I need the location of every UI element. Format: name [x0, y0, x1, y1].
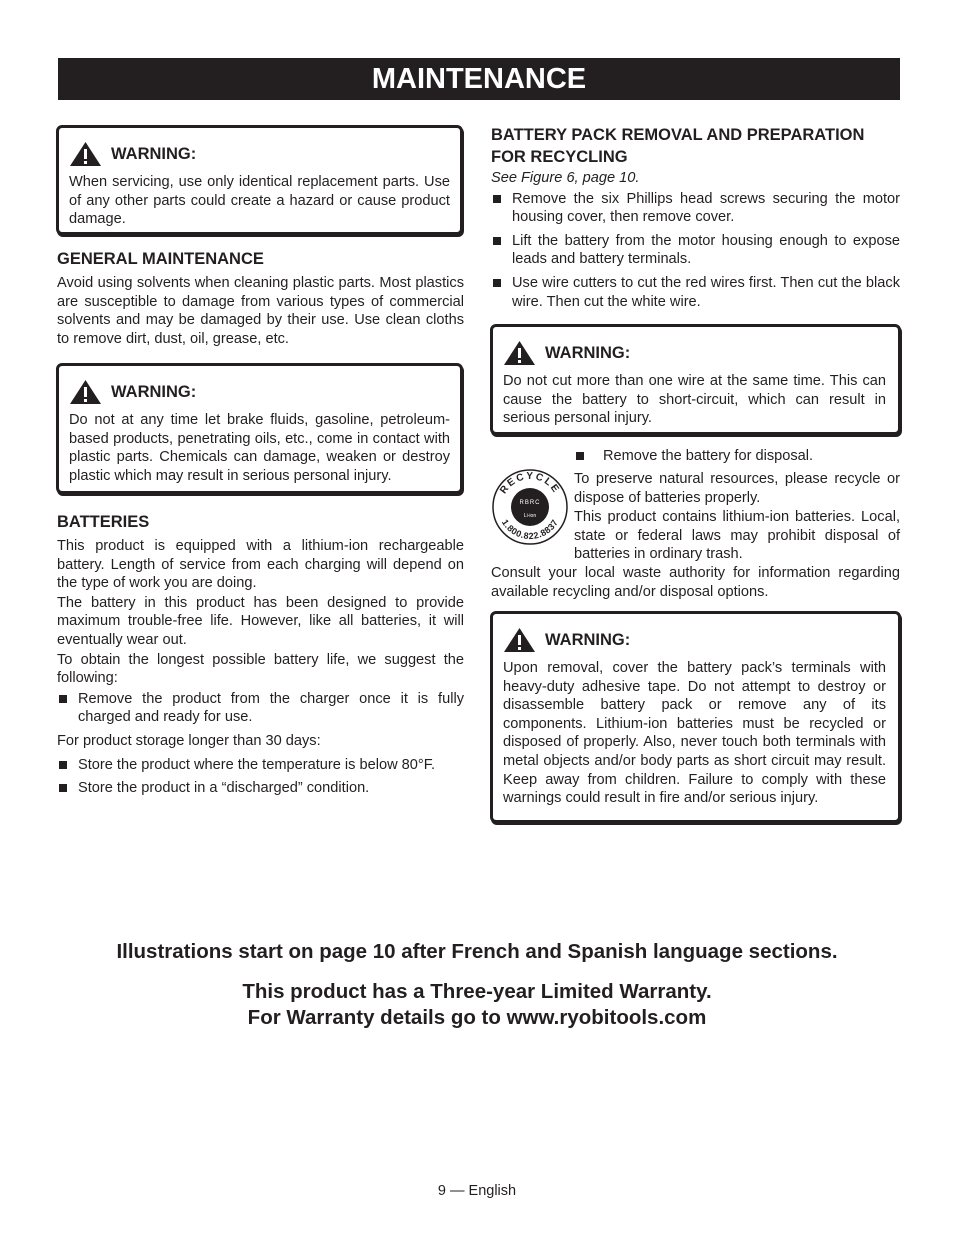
warning-label: WARNING: [111, 382, 197, 401]
page-footer: 9 — English [437, 1183, 517, 1199]
bullet-square-icon [576, 452, 584, 460]
warranty-note: This product has a Three-year Limited Warranty. [242, 980, 712, 1003]
recycle-paragraph-1: To preserve natural resources, please recycle or dispose of batteries properly. [574, 471, 900, 506]
warning-box-replacement-parts [56, 125, 463, 235]
warning-label: WARNING: [545, 343, 631, 362]
warning-box-chemicals [56, 363, 463, 494]
warning-header [503, 627, 886, 653]
warning-box-cut-wires [490, 324, 901, 435]
list-item: Remove the six Phillips head screws securing the motor housing cover, then remove cover. [491, 190, 900, 227]
bullet-square-icon [493, 237, 501, 245]
warning-text: Do not cut more than one wire at the same time. This can cause the battery to short-circuit, which can result in serious personal injury. [503, 373, 886, 427]
warning-label: WARNING: [545, 630, 631, 649]
warning-triangle-icon [503, 340, 536, 366]
list-item: Lift the battery from the motor housing enough to expose leads and battery terminals. [491, 232, 900, 269]
warranty-details-note: For Warranty details go to www.ryobitools.com [247, 1006, 707, 1029]
rbrc-recycle-seal-icon [490, 467, 570, 547]
bullet-square-icon [59, 784, 67, 792]
consult-paragraph: Consult your local waste authority for information regarding available recycling and/or disposal options. [491, 565, 900, 600]
warning-triangle-icon [69, 141, 102, 167]
list-item: Store the product where the temperature is below 80°F. [57, 756, 464, 775]
batteries-heading: BATTERIES [57, 513, 150, 531]
warning-text: When servicing, use only identical replacement parts. Use of any other parts could create a hazard or cause product damage. [69, 174, 450, 228]
bullet-square-icon [493, 195, 501, 203]
recycle-paragraph-2: This product contains lithium-ion batteries. Local, state or federal laws may prohibit disposal of batteries in ordinary trash. [574, 509, 900, 563]
list-item: Store the product in a “discharged” condition. [57, 779, 464, 798]
batteries-paragraph-3: To obtain the longest possible battery life, we suggest the following: [57, 651, 464, 687]
batteries-paragraph-2: The battery in this product has been designed to provide maximum trouble-free life. However, like all batteries, it will eventually wear out. [57, 594, 464, 648]
storage-intro: For product storage longer than 30 days: [57, 732, 321, 749]
svg-text:Li-ion: Li-ion [523, 513, 537, 519]
warning-header [69, 141, 450, 167]
bullet-square-icon [59, 761, 67, 769]
svg-text:RECYCLE: RECYCLE [498, 470, 562, 497]
warning-triangle-icon [69, 379, 102, 405]
warning-text: Upon removal, cover the battery pack’s terminals with heavy-duty adhesive tape. Do not attempt to destroy or disassemble battery pack or remove any of its components. Lithium-ion batteries must be recycled or disposed of properly. Also, never touch both terminals with metal objects and/or body parts as short circuit may result. Keep away from children. Failure to comply with these warnings could result in fire and/or serious injury. [503, 660, 886, 807]
bullet-square-icon [493, 279, 501, 287]
batteries-paragraph-1: This product is equipped with a lithium-ion rechargeable battery. Length of service from each charging will depend on the type of work you are doing. [57, 538, 464, 592]
warning-header [69, 379, 450, 405]
page-title: MAINTENANCE [58, 58, 900, 100]
warning-header [503, 340, 886, 366]
warning-triangle-icon [503, 627, 536, 653]
warning-box-terminals [490, 611, 901, 823]
list-item: Remove the product from the charger once it is fully charged and ready for use. [57, 690, 464, 727]
svg-text:RBRC: RBRC [519, 500, 541, 506]
list-item: Remove the battery for disposal. [574, 447, 929, 466]
battery-removal-heading: BATTERY PACK REMOVAL AND PREPARATION FOR RECYCLING [491, 126, 865, 166]
general-maintenance-heading: GENERAL MAINTENANCE [57, 250, 264, 268]
warning-label: WARNING: [111, 144, 197, 163]
illustrations-note: Illustrations start on page 10 after French and Spanish language sections. [116, 940, 838, 963]
see-figure-note: See Figure 6, page 10. [491, 170, 640, 186]
warning-text: Do not at any time let brake fluids, gasoline, petroleum-based products, penetrating oils, etc., come in contact with plastic parts. Chemicals can damage, weaken or destroy plastic which may result in serious personal injury. [69, 412, 450, 484]
list-item: Use wire cutters to cut the red wires first. Then cut the black wire. Then cut the white wire. [491, 274, 900, 311]
svg-text:1.800.822.8837: 1.800.822.8837 [499, 517, 561, 542]
general-maintenance-text: Avoid using solvents when cleaning plastic parts. Most plastics are susceptible to damage from various types of commercial solvents and may be damaged by their use. Use clean cloths to remove dirt, dust, oil, grease, etc. [57, 275, 464, 347]
bullet-square-icon [59, 695, 67, 703]
